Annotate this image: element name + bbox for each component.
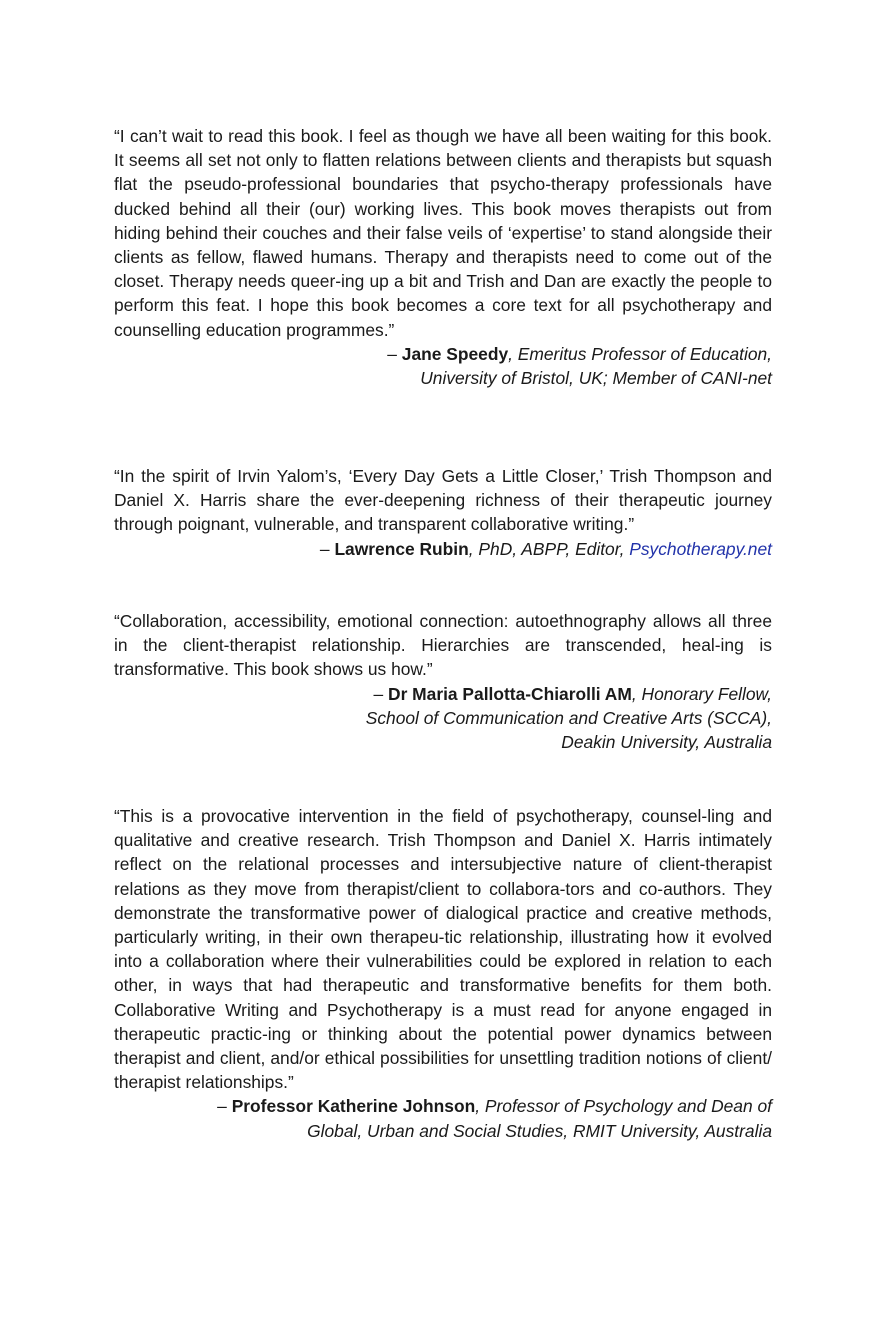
attribution-name: Jane Speedy bbox=[401, 343, 509, 364]
testimonial-attribution bbox=[114, 682, 772, 755]
attribution-affiliation: School of Communication and Creative Arts (SCCA), bbox=[365, 707, 772, 728]
testimonial-attribution bbox=[114, 537, 772, 561]
attribution-affiliation: Global, Urban and Social Studies, RMIT University, Australia bbox=[307, 1120, 772, 1141]
attribution-dash: – bbox=[217, 1096, 232, 1117]
testimonial-attribution bbox=[114, 1094, 772, 1142]
attribution-name: Professor Katherine Johnson bbox=[231, 1096, 476, 1117]
attribution-dash: – bbox=[319, 538, 335, 559]
psychotherapy-net-link[interactable]: Psychotherapy.net bbox=[629, 538, 772, 559]
attribution-affiliation: , Emeritus Professor of Education, bbox=[508, 343, 772, 364]
testimonial-maria-pallotta-chiarolli bbox=[114, 609, 772, 754]
attribution-dash: – bbox=[373, 683, 389, 704]
attribution-affiliation: , PhD, ABPP, Editor, bbox=[468, 538, 630, 559]
testimonial-attribution bbox=[114, 342, 772, 390]
testimonial-text: “This is a provocative intervention in the field of psychotherapy, counsel-ling and qualitative and creative research. Trish Thompson and Daniel X. Harris intimately reflect on the relational processes and intersubjective nature of client-therapist relations as they move from therapist/client to collabora-tors and co-authors. They demonstrate the transformative power of dialogical practice and creative methods, particularly writing, in their own therapeu-tic relationship, illustrating how it evolved into a collaboration where their vulnerabilities could be explored in relation to each other, in ways that had therapeutic and transformative benefits for them both. Collaborative Writing and Psychotherapy is a must read for anyone engaged in therapeutic practic-ing or thinking about the potential power dynamics between therapist and client, and/or ethical possibilities for unsettling tradition notions of client/ therapist relationships.” bbox=[114, 806, 772, 1093]
testimonial-jane-speedy bbox=[114, 124, 772, 390]
attribution-name: Lawrence Rubin bbox=[334, 538, 469, 559]
testimonial-text: “I can’t wait to read this book. I feel as though we have all been waiting for this book. It seems all set not only to flatten relations between clients and therapists but squash flat the pseudo-professional boundaries that psycho-therapy professionals have ducked behind all their (our) working lives. This book moves therapists out from hiding behind their couches and their false veils of ‘expertise’ to stand alongside their clients as fellow, flawed humans. Therapy and therapists need to come out of the closet. Therapy needs queer-ing up a bit and Trish and Dan are exactly the people to perform this feat. I hope this book becomes a core text for all psychotherapy and counselling education programmes.” bbox=[114, 126, 772, 340]
attribution-name: Dr Maria Pallotta-Chiarolli AM bbox=[388, 683, 632, 704]
testimonial-lawrence-rubin bbox=[114, 464, 772, 561]
attribution-affiliation: University of Bristol, UK; Member of CANI-net bbox=[420, 368, 772, 389]
testimonial-katherine-johnson bbox=[114, 804, 772, 1143]
testimonial-text: “Collaboration, accessibility, emotional connection: autoethnography allows all three in the client-therapist relationship. Hierarchies are transcended, heal-ing is transformative. This book shows us how.” bbox=[114, 611, 772, 680]
attribution-dash: – bbox=[387, 343, 402, 364]
attribution-affiliation: , Honorary Fellow, bbox=[631, 683, 772, 704]
testimonial-text: “In the spirit of Irvin Yalom’s, ‘Every Day Gets a Little Closer,’ Trish Thompson and Daniel X. Harris share the ever-deepening richness of their therapeutic journey through poignant, vulnerable, and transparent collaborative writing.” bbox=[114, 466, 772, 535]
attribution-affiliation: , Professor of Psychology and Dean of bbox=[475, 1096, 772, 1117]
attribution-affiliation: Deakin University, Australia bbox=[561, 732, 772, 753]
